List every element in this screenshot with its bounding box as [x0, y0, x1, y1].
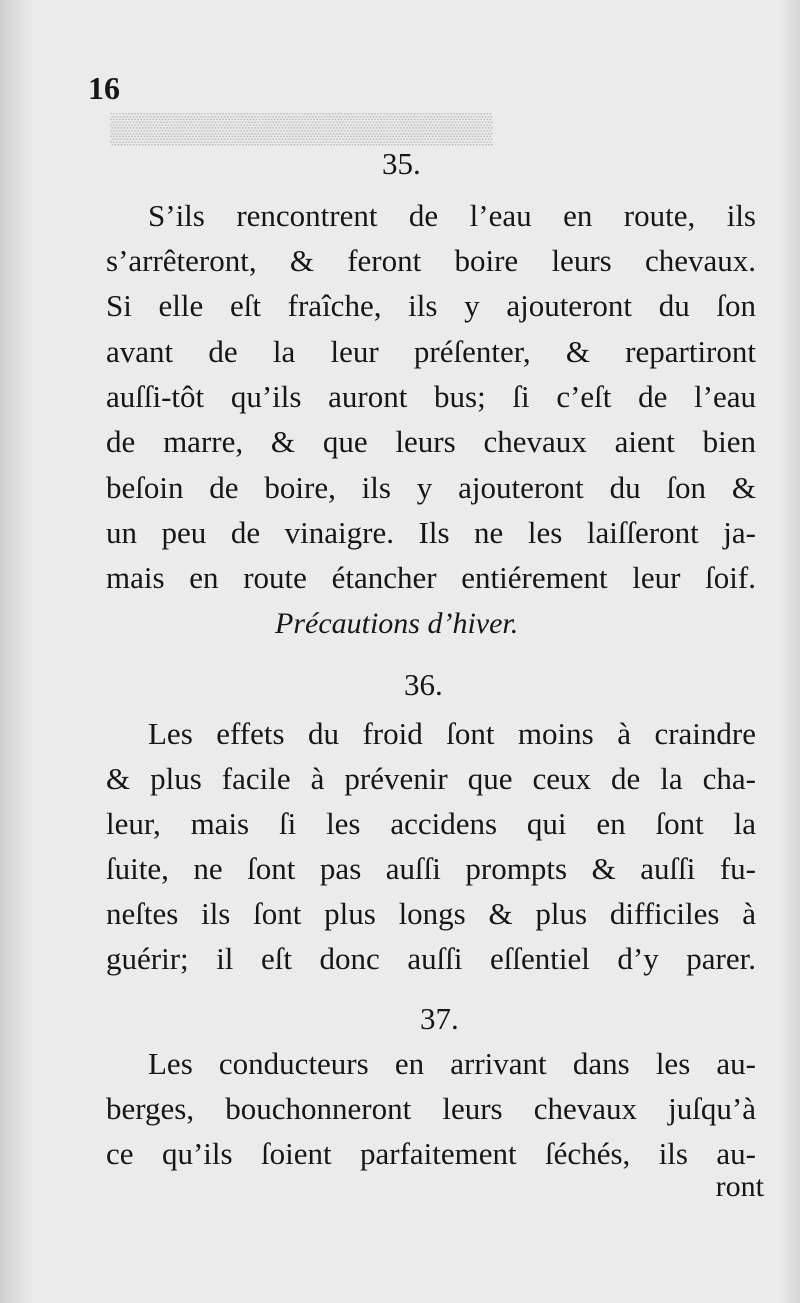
text-line: & plus facile à prévenir que ceux de la cha- — [106, 761, 756, 796]
text-line: un peu de vinaigre. Ils ne les laiſſeront ja- — [106, 515, 756, 550]
text-line: s’arrêteront, & feront boire leurs chevaux. — [106, 243, 756, 278]
section-heading: Précautions d’hiver. — [275, 607, 519, 640]
page-gutter-shadow — [0, 0, 34, 1303]
text-line: de marre, & que leurs chevaux aient bien — [106, 424, 756, 459]
text-line: leur, mais ſi les accidens qui en ſont la — [106, 806, 756, 841]
text-line: ce qu’ils ſoient parfaitement ſéchés, ils au- — [106, 1136, 756, 1171]
text-line: Les conducteurs en arrivant dans les au- — [148, 1046, 756, 1081]
section-number-36: 36. — [404, 667, 443, 702]
text-line: Si elle eſt fraîche, ils y ajouteront du ſon — [106, 288, 756, 323]
page-edge-shadow — [778, 0, 800, 1303]
text-line: ſuite, ne ſont pas auſſi prompts & auſſi fu- — [106, 851, 756, 886]
text-line: neſtes ils ſont plus longs & plus difficiles à — [106, 896, 756, 931]
section-number-37: 37. — [420, 1001, 459, 1036]
show-through-texture: ▒▒▒▒▒▒▒▒▒▒▒▒▒▒▒▒▒▒ — [110, 112, 493, 145]
text-line: avant de la leur préſenter, & repartiront — [106, 334, 756, 369]
text-line: S’ils rencontrent de l’eau en route, ils — [148, 198, 756, 233]
text-line: mais en route étancher entiérement leur ſoif. — [106, 560, 756, 595]
text-line: guérir; il eſt donc auſſi eſſentiel d’y parer. — [106, 941, 756, 976]
text-line: berges, bouchonneront leurs chevaux juſqu’à — [106, 1091, 756, 1126]
text-line: Les effets du froid ſont moins à craindre — [148, 716, 756, 751]
page-number: 16 — [88, 70, 120, 106]
section-number-35: 35. — [382, 146, 421, 181]
catchword: ront — [715, 1170, 764, 1203]
text-line: auſſi-tôt qu’ils auront bus; ſi c’eſt de l’eau — [106, 379, 756, 414]
text-line: beſoin de boire, ils y ajouteront du ſon & — [106, 470, 756, 505]
